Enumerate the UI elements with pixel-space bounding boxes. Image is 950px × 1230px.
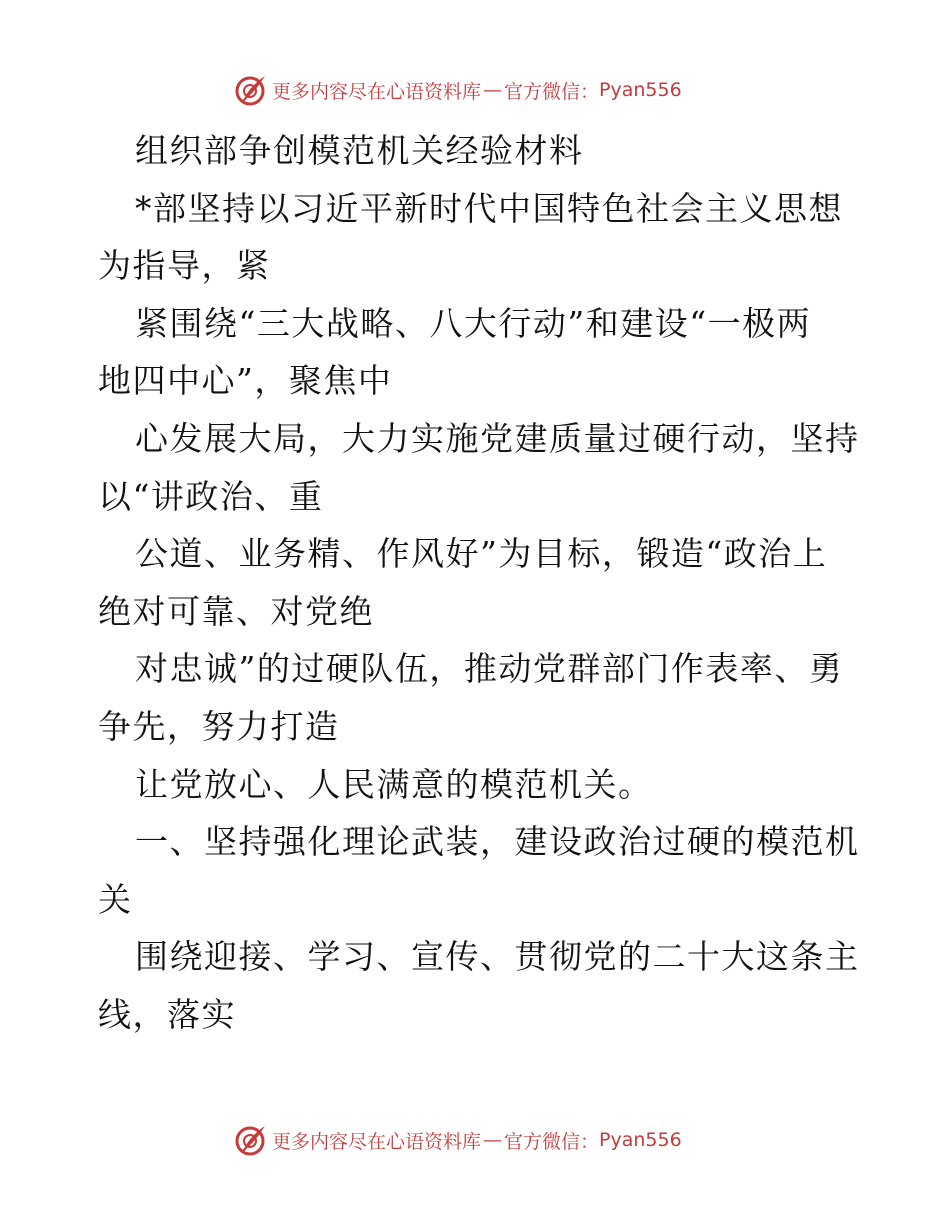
quill-logo-icon [232, 72, 268, 108]
text-line: 心发展大局，大力实施党建质量过硬行动，坚持 [135, 418, 860, 458]
text-line: 让党放心、人民满意的模范机关。 [135, 764, 653, 804]
header-watermark-banner [232, 72, 682, 108]
text-line: 一、坚持强化理论武装，建设政治过硬的模范机 [135, 822, 860, 862]
document-body [98, 122, 858, 1044]
banner-title: 更多内容尽在心语资料库 [272, 80, 482, 103]
banner-title: 更多内容尽在心语资料库 [272, 1130, 482, 1153]
document-title-line: 组织部争创模范机关经验材料 [135, 131, 584, 170]
quill-logo-icon [232, 1122, 268, 1158]
text-line: 以“讲政治、重 [98, 476, 324, 516]
text-line: 为指导，紧 [98, 246, 271, 286]
banner-dash: — [483, 1129, 503, 1151]
text-line: 围绕迎接、学习、宣传、贯彻党的二十大这条主 [135, 937, 860, 977]
text-line: 地四中心”，聚焦中 [98, 361, 393, 401]
text-line: 关 [98, 879, 133, 919]
text-line: 争先，努力打造 [98, 706, 340, 746]
text-line: 紧围绕“三大战略、八大行动”和建设“一极两 [135, 303, 812, 343]
text-line: 线，落实 [98, 994, 236, 1034]
banner-wechat-id: Pyan556 [599, 79, 682, 101]
banner-wechat-label: 官方微信： [504, 1130, 600, 1153]
banner-wechat-id: Pyan556 [599, 1129, 682, 1151]
text-line: *部坚持以习近平新时代中国特色社会主义思想 [135, 188, 843, 228]
text-line: 对忠诚”的过硬队伍，推动党群部门作表率、勇 [135, 649, 844, 689]
footer-watermark-banner [232, 1122, 682, 1158]
text-line: 绝对可靠、对党绝 [98, 591, 374, 631]
text-line: 公道、业务精、作风好”为目标，锻造“政治上 [135, 534, 828, 574]
banner-dash: — [483, 79, 503, 101]
banner-wechat-label: 官方微信： [504, 80, 600, 103]
